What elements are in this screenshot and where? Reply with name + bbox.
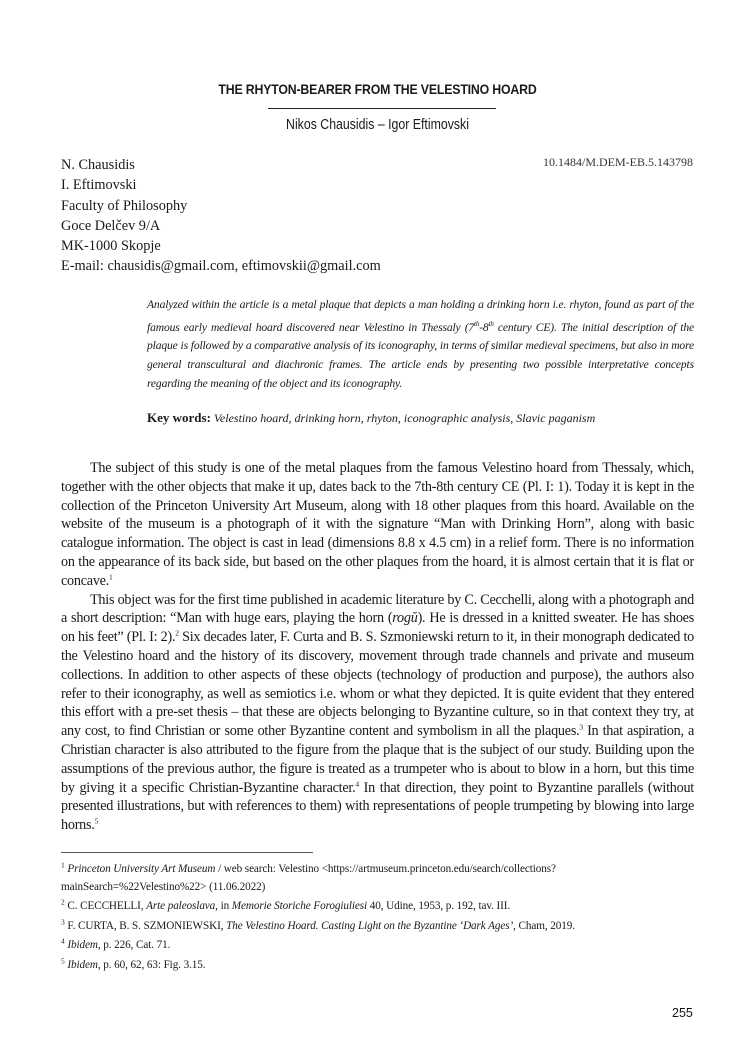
footnote-ref[interactable]: 1 xyxy=(109,572,113,582)
footnote-number: 4 xyxy=(61,936,65,946)
footnote-4 xyxy=(61,937,694,955)
footnote-italic: Arte paleoslava, xyxy=(146,900,218,912)
footnote-text: C. CECCHELLI, xyxy=(67,900,147,912)
footnote-text: / web search: Velestino <https://artmuseum.princeton.edu/search/collections?mainSearch=%22Velestino%22> (11.06.2022) xyxy=(61,863,556,893)
footnote-number: 1 xyxy=(61,860,65,870)
doi: 10.1484/M.DEM-EB.5.143798 xyxy=(543,155,693,169)
abstract-text: Analyzed within the article is a metal plaque that depicts a man holding a drinking horn i.e. rhyton, found as part of the famous early medieval hoard discovered near Velestino in Thessaly (7 xyxy=(147,298,694,334)
affiliation-line: Goce Delčev 9/A xyxy=(61,217,161,234)
body-text xyxy=(61,459,694,835)
paragraph-text: ). He is dressed in a knitted sweater. He has shoes on his feet” (Pl. I: 2). xyxy=(61,610,694,646)
footnote-text: , Cham, 2019. xyxy=(513,919,575,932)
footnote-ref[interactable]: 5 xyxy=(94,816,99,826)
footnote-number: 2 xyxy=(61,897,65,907)
keywords-value: Velestino hoard, drinking horn, rhyton, iconographic analysis, Slavic paganism xyxy=(210,411,596,425)
paragraph-text: Six decades later, F. Curta and B. S. Szmoniewski return to it, in their monograph dedicated to the Velestino hoard and the history of its discovery, movement through trade channels and private and museum collections. In addition to other aspects of these objects (technology of production and purpose), the authors also refer to their iconography, as well as semiotics i.e. whom or what they depicted. It is quite evident that they entered this effort with a pre-set thesis – that these are objects belonging to Byzantine culture, so in that context they try, at any cost, to find Christian or some other Byzantine content and symbolism in all the plaques. xyxy=(61,629,695,740)
affiliation-line: MK-1000 Skopje xyxy=(61,238,161,255)
footnotes xyxy=(61,861,694,976)
italic-term: rogŭ xyxy=(392,610,418,627)
paragraph-text: In that aspiration, a Christian character is also attributed to the figure from the plaque that is the subject of our study. Building upon the assumptions of the previous author, the figure is treated as a trumpeter who is about to blow in a horn, but this time by giving it a specific Christian-Byzantine character. xyxy=(61,723,694,796)
article-title: THE RHYTON-BEARER FROM THE VELESTINO HOARD xyxy=(218,81,537,97)
keywords xyxy=(147,410,595,426)
footnote-text: F. CURTA, B. S. SZMONIEWSKI, xyxy=(67,919,227,932)
footnote-italic: Ibidem xyxy=(67,939,98,951)
author-affiliation xyxy=(61,155,381,277)
superscript: th xyxy=(474,319,480,328)
footnote-divider xyxy=(61,852,313,853)
footnote-italic: Princeton University Art Museum xyxy=(67,863,216,875)
footnote-text: in xyxy=(217,900,232,912)
footnote-ref[interactable]: 2 xyxy=(175,628,179,638)
footnote-1 xyxy=(61,861,694,896)
keywords-label: Key words: xyxy=(147,410,211,425)
footnote-number: 5 xyxy=(61,955,65,965)
footnote-5 xyxy=(61,957,694,975)
footnote-text: , p. 226, Cat. 71. xyxy=(97,939,171,951)
affiliation-line: I. Eftimovski xyxy=(61,177,137,194)
abstract-text: -8 xyxy=(479,320,489,334)
footnote-3 xyxy=(61,918,694,936)
affiliation-email: E-mail: chausidis@gmail.com, eftimovskii@gmail.com xyxy=(61,258,381,275)
footnote-text: , p. 60, 62, 63: Fig. 3.15. xyxy=(97,958,206,971)
footnote-2 xyxy=(61,898,694,916)
article-authors: Nikos Chausidis – Igor Eftimovski xyxy=(286,117,469,133)
footnote-italic: Memorie Storiche Forogiuliesi xyxy=(231,900,368,912)
affiliation-line: N. Chausidis xyxy=(61,157,135,173)
footnote-ref[interactable]: 3 xyxy=(579,722,583,732)
affiliation-line: Faculty of Philosophy xyxy=(61,197,188,214)
footnote-italic: The Velestino Hoard. Casting Light on the Byzantine ‘Dark Ages’ xyxy=(226,919,514,932)
abstract-text: century CE). The initial description of the plaque is followed by a comparative analysis of its iconography, in terms of similar medieval specimens, but also in more general transcultural and diachronic frames. The article ends by presenting two possible interpretative concepts regarding the meaning of the object and its iconography. xyxy=(147,320,694,391)
title-divider xyxy=(268,108,496,109)
paragraph-text: This object was for the first time published in academic literature by C. Cecchelli, along with a photograph and a short description: “Man with huge ears, playing the horn ( xyxy=(61,591,694,627)
footnote-number: 3 xyxy=(61,916,65,926)
paragraph xyxy=(61,591,694,835)
footnote-italic: Ibidem xyxy=(67,958,98,971)
paragraph-text: In that direction, they point to Byzantine parallels (without presented illustrations, but with references to them) with representations of people trumpeting by blowing into large horns. xyxy=(61,779,694,834)
paragraph xyxy=(61,459,694,591)
footnote-ref[interactable]: 4 xyxy=(355,778,359,788)
footnote-text: 40, Udine, 1953, p. 192, tav. III. xyxy=(367,900,511,912)
abstract xyxy=(147,296,694,394)
page-number: 255 xyxy=(672,1006,693,1020)
paragraph-text: The subject of this study is one of the metal plaques from the famous Velestino hoard from Thessaly, which, together with the other objects that make it up, dates back to the 7th-8th century CE (Pl. I: 1). Today it is kept in the collection of the Princeton University Art Museum, along with 18 other plaques from this hoard. Available on the website of the museum is a photograph of it with the signature “Man with Drinking Horn”, along with basic catalogue information. The object is cast in lead (dimensions 8.8 x 4.5 cm) in a relief form. There is no information on the appearance of its back side, but based on the other plaques from the hoard, it is almost certain that it is flat or concave. xyxy=(61,460,694,589)
superscript: th xyxy=(488,319,494,328)
